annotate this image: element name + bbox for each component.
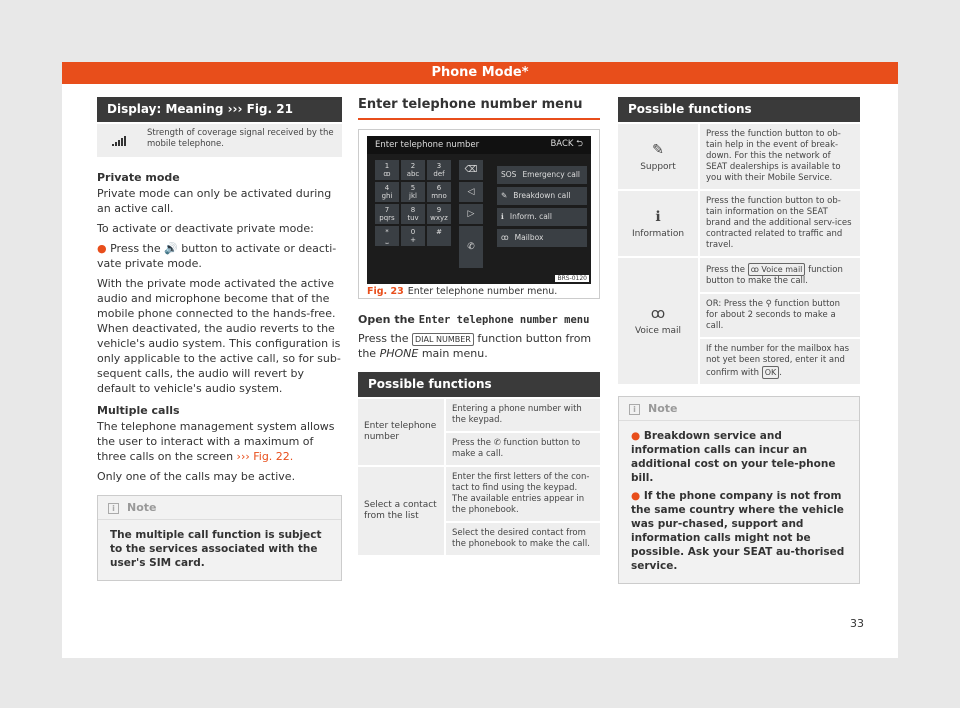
keypad-key[interactable]: 3 def — [427, 160, 451, 180]
note-text: The multiple call function is subject to the services associated with the user's SIM card. — [110, 529, 322, 569]
keypad-key[interactable]: 4 ghi — [375, 182, 399, 202]
private-p1: Private mode can only be activated during an active call. — [97, 187, 332, 215]
back-button[interactable]: BACK ⮌ — [550, 139, 583, 149]
open-heading: Open the Enter telephone number menu — [358, 313, 590, 326]
keypad-key[interactable]: 1 ꝏ — [375, 160, 399, 180]
keypad-key[interactable]: * ⎵ — [375, 226, 399, 246]
press-text: Press the DIAL NUMBER function button from the PHONE main menu. — [358, 332, 592, 360]
right-table-header: Possible functions — [618, 97, 860, 122]
left-column — [97, 97, 342, 581]
voice-mail-button: ꝏ Voice mail — [748, 263, 806, 276]
phone-screen — [367, 136, 591, 284]
keypad-key[interactable]: 2 abc — [401, 160, 425, 180]
figure-caption: Fig. 23 Enter telephone number menu. — [367, 286, 558, 297]
functions-table: Possible functions Enter telephone number Entering a phone number with the keypad. Press the ✆ function button to make a call. Select a contact from the list Enter the first letters of the con-tact to find using the keypad. The available entries appear in the phonebook. Select the desired contact from the phonebook to make the call. — [358, 372, 600, 555]
table-row: ꝏ Voice mail Press the ꝏ Voice mail function button to make the call. OR: Press the ⚲ function button for about 2 seconds to make a call. If the number for the mailbox has not yet been stored, enter it and confirm with OK . — [618, 258, 860, 384]
keypad-key[interactable]: 8 tuv — [401, 204, 425, 224]
keypad-key[interactable]: 9 wxyz — [427, 204, 451, 224]
keypad-key[interactable]: 5 jkl — [401, 182, 425, 202]
display-table-header: Display: Meaning ››› Fig. 21 — [97, 97, 342, 122]
keypad-key[interactable]: 6 mno — [427, 182, 451, 202]
ok-button: OK — [762, 366, 780, 379]
voicemail-icon: ꝏ — [650, 306, 666, 322]
keypad-key[interactable]: 7 pqrs — [375, 204, 399, 224]
info-icon: i — [629, 404, 640, 415]
table-row: ℹ Information Press the function button to ob-tain information on the SEAT brand and the additional serv-ices contracted related to traffic and travel. — [618, 191, 860, 256]
note-bullet: ● If the phone company is not from the same country where the vehicle was pur-chased, support and information calls might not be possible. Ask your SEAT au-thorised service. — [631, 490, 845, 572]
keypad-key[interactable]: # — [427, 226, 451, 246]
keypad-key[interactable]: 0 + — [401, 226, 425, 246]
backspace-key[interactable]: ⌫ — [459, 160, 483, 180]
figure-code: BRS-0120 — [557, 275, 587, 282]
info-icon: ℹ — [655, 208, 661, 225]
screen-topbar: Enter telephone number BACK ⮌ — [367, 136, 591, 154]
info-icon: i — [108, 503, 119, 514]
right-column — [618, 97, 860, 584]
nav-buttons — [459, 160, 483, 268]
table-row: Enter telephone number Entering a phone number with the keypad. Press the ✆ function button to make a call. — [358, 399, 600, 465]
private-p2: To activate or deactivate private mode: — [97, 222, 314, 235]
call-key[interactable]: ✆ — [459, 226, 483, 268]
note-box — [618, 396, 860, 584]
note-box — [97, 495, 342, 581]
left-key[interactable]: ◁ — [459, 182, 483, 202]
keypad — [375, 160, 451, 246]
multiple-calls-heading: Multiple calls — [97, 404, 180, 417]
function-buttons — [497, 166, 587, 247]
multiple-p5: The telephone management system allows the user to interact with a maximum of three calls on the screen ››› Fig. 22. — [97, 420, 335, 463]
page-number: 33 — [850, 617, 864, 630]
note-header: i Note — [619, 397, 859, 421]
private-mode-heading: Private mode — [97, 171, 180, 184]
private-p4: With the private mode activated the active audio and microphone become that of the mobile phone connected to the hands-free. When deactivated, the audio reverts to the vehicle's audio system. This configuration is only applicable to the active call, so for sub-sequent calls, the audio will revert by default to vehicle's audio system. — [97, 277, 341, 395]
signal-strength-icon — [97, 124, 141, 157]
manual-page — [62, 62, 898, 658]
signal-row — [97, 124, 342, 157]
section-title: Enter telephone number menu — [358, 97, 600, 120]
wrench-icon: ✎ — [652, 141, 664, 158]
table-row: Select a contact from the list Enter the first letters of the con-tact to find using the keypad. The available entries appear in the phonebook. Select the desired contact from the phonebook to make the call. — [358, 467, 600, 555]
function-button[interactable]: SOS Emergency call — [497, 166, 587, 184]
function-button[interactable]: ✎ Breakdown call — [497, 187, 587, 205]
figure — [358, 129, 600, 299]
function-button[interactable]: ℹ Inform. call — [497, 208, 587, 226]
multiple-p6: Only one of the calls may be active. — [97, 470, 296, 483]
table-row: ✎ Support Press the function button to ob-tain help in the event of break-down. For this the network of SEAT dealerships is available to you with their Mobile Service. — [618, 124, 860, 189]
note-bullet: ● Breakdown service and information calls can incur an additional cost on your tele-phone bill. — [631, 430, 836, 484]
dial-number-button: DIAL NUMBER — [412, 333, 474, 346]
signal-text: Strength of coverage signal received by the mobile telephone. — [147, 128, 334, 149]
middle-column — [358, 97, 600, 555]
note-header: i Note — [98, 496, 341, 520]
function-button[interactable]: ꝏ Mailbox — [497, 229, 587, 247]
page-header: Phone Mode* — [62, 62, 898, 84]
private-bullet: ● Press the 🔊 button to activate or deacti-vate private mode. — [97, 242, 337, 270]
right-key[interactable]: ▷ — [459, 204, 483, 224]
